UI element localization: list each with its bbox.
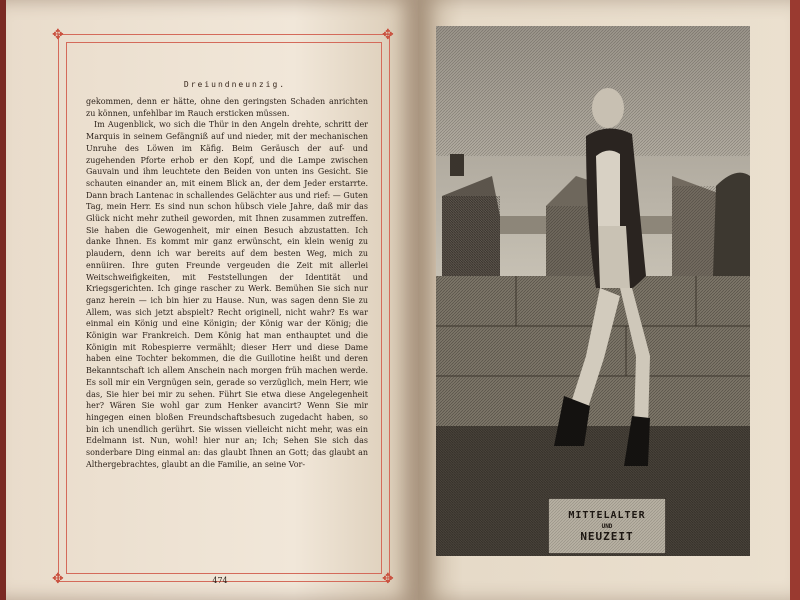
caption-line2: UND — [601, 523, 613, 530]
body-text — [86, 96, 368, 471]
corner-ornament-icon: ✥ — [382, 571, 394, 587]
engraving-illustration — [436, 26, 750, 556]
caption-line1: MITTELALTER — [568, 510, 646, 521]
corner-ornament-icon: ✥ — [52, 27, 64, 43]
paragraph: gekommen, denn er hätte, ohne den geringsten Schaden anrichten zu können, unfehlbar im Rauch ersticken müssen. — [86, 97, 368, 118]
corner-ornament-icon: ✥ — [382, 27, 394, 43]
page-number: 474 — [212, 576, 228, 585]
running-header: Dreiundneunzig. — [183, 80, 287, 89]
corner-ornament-icon: ✥ — [52, 571, 64, 587]
caption-line3: NEUZEIT — [580, 530, 634, 543]
paragraph: Im Augenblick, wo sich die Thür in den Angeln drehte, schritt der Marquis in seinem Gefängniß auf und nieder, mit der mechanischen Unruhe des Löwen im Käfig. Beim Geräusch der auf- und zugehenden Pforte erhob er den Kopf, und die Lampe zwischen Gauvain und ihm leuchtete den Beiden von unten ins Gesicht. Sie schauten einander an, mit einem Blick an, der dem Jeder erstarrte. Dann brach Lantenac in schallendes Gelächter aus und rief: — Guten Tag, mein Herr. Es sind nun schon hübsch viele Jahre, daß mir das Glück nicht mehr zutheil geworden, mit Ihnen zusammen zutreffen. Sie haben die Gewogenheit, mir einen Besuch abzustatten. Ich danke Ihnen. Es kommt mir ganz erwünscht, ein klein wenig zu plaudern, denn ich war bereits auf dem besten Weg, mich zu ennüiren. Ihre guten Freunde vergeuden die Zeit mit allerlei Weitschweifigkeiten, mit Feststellungen der Identität und Kriegsgerichten. Ich ginge rascher zu Werk. Bemühen Sie sich nur ganz herein — ich bin hier zu Hause. Nun, was sagen denn Sie zu Allem, was sich jetzt abspielt? Recht originell, nicht wahr? Es war einmal ein König und eine Königin; der König war der König; die Königin war Frankreich. Dem König hat man enthauptet und die Königin mit Robespierre vermählt; dieser Herr und diese Dame haben eine Tochter bekommen, die die Guillotine heißt und deren Bekanntschaft ich allem Anschein nach morgen früh machen werde. Es soll mir ein Vergnügen sein, gerade so verzüglich, mein Herr, wie das, Sie hier bei mir zu sehen. Führt Sie etwa diese Angelegenheit her? Wären Sie wohl gar zum Henker avancirt? Wenn Sie mir hingegen einen bloßen Freundschaftsbesuch zugedacht haben, so bin ich unendlich gerührt. Sie wissen vielleicht nicht mehr, was ein Edelmann ist. Nun, wohl! hier nur an; Ich; Sehen Sie sich das sonderbare Ding einmal an: das glaubt Ihnen an Gott; das glaubt an Althergebrachtes, glaubt an die Familie, an seine Vor- — [86, 120, 368, 469]
